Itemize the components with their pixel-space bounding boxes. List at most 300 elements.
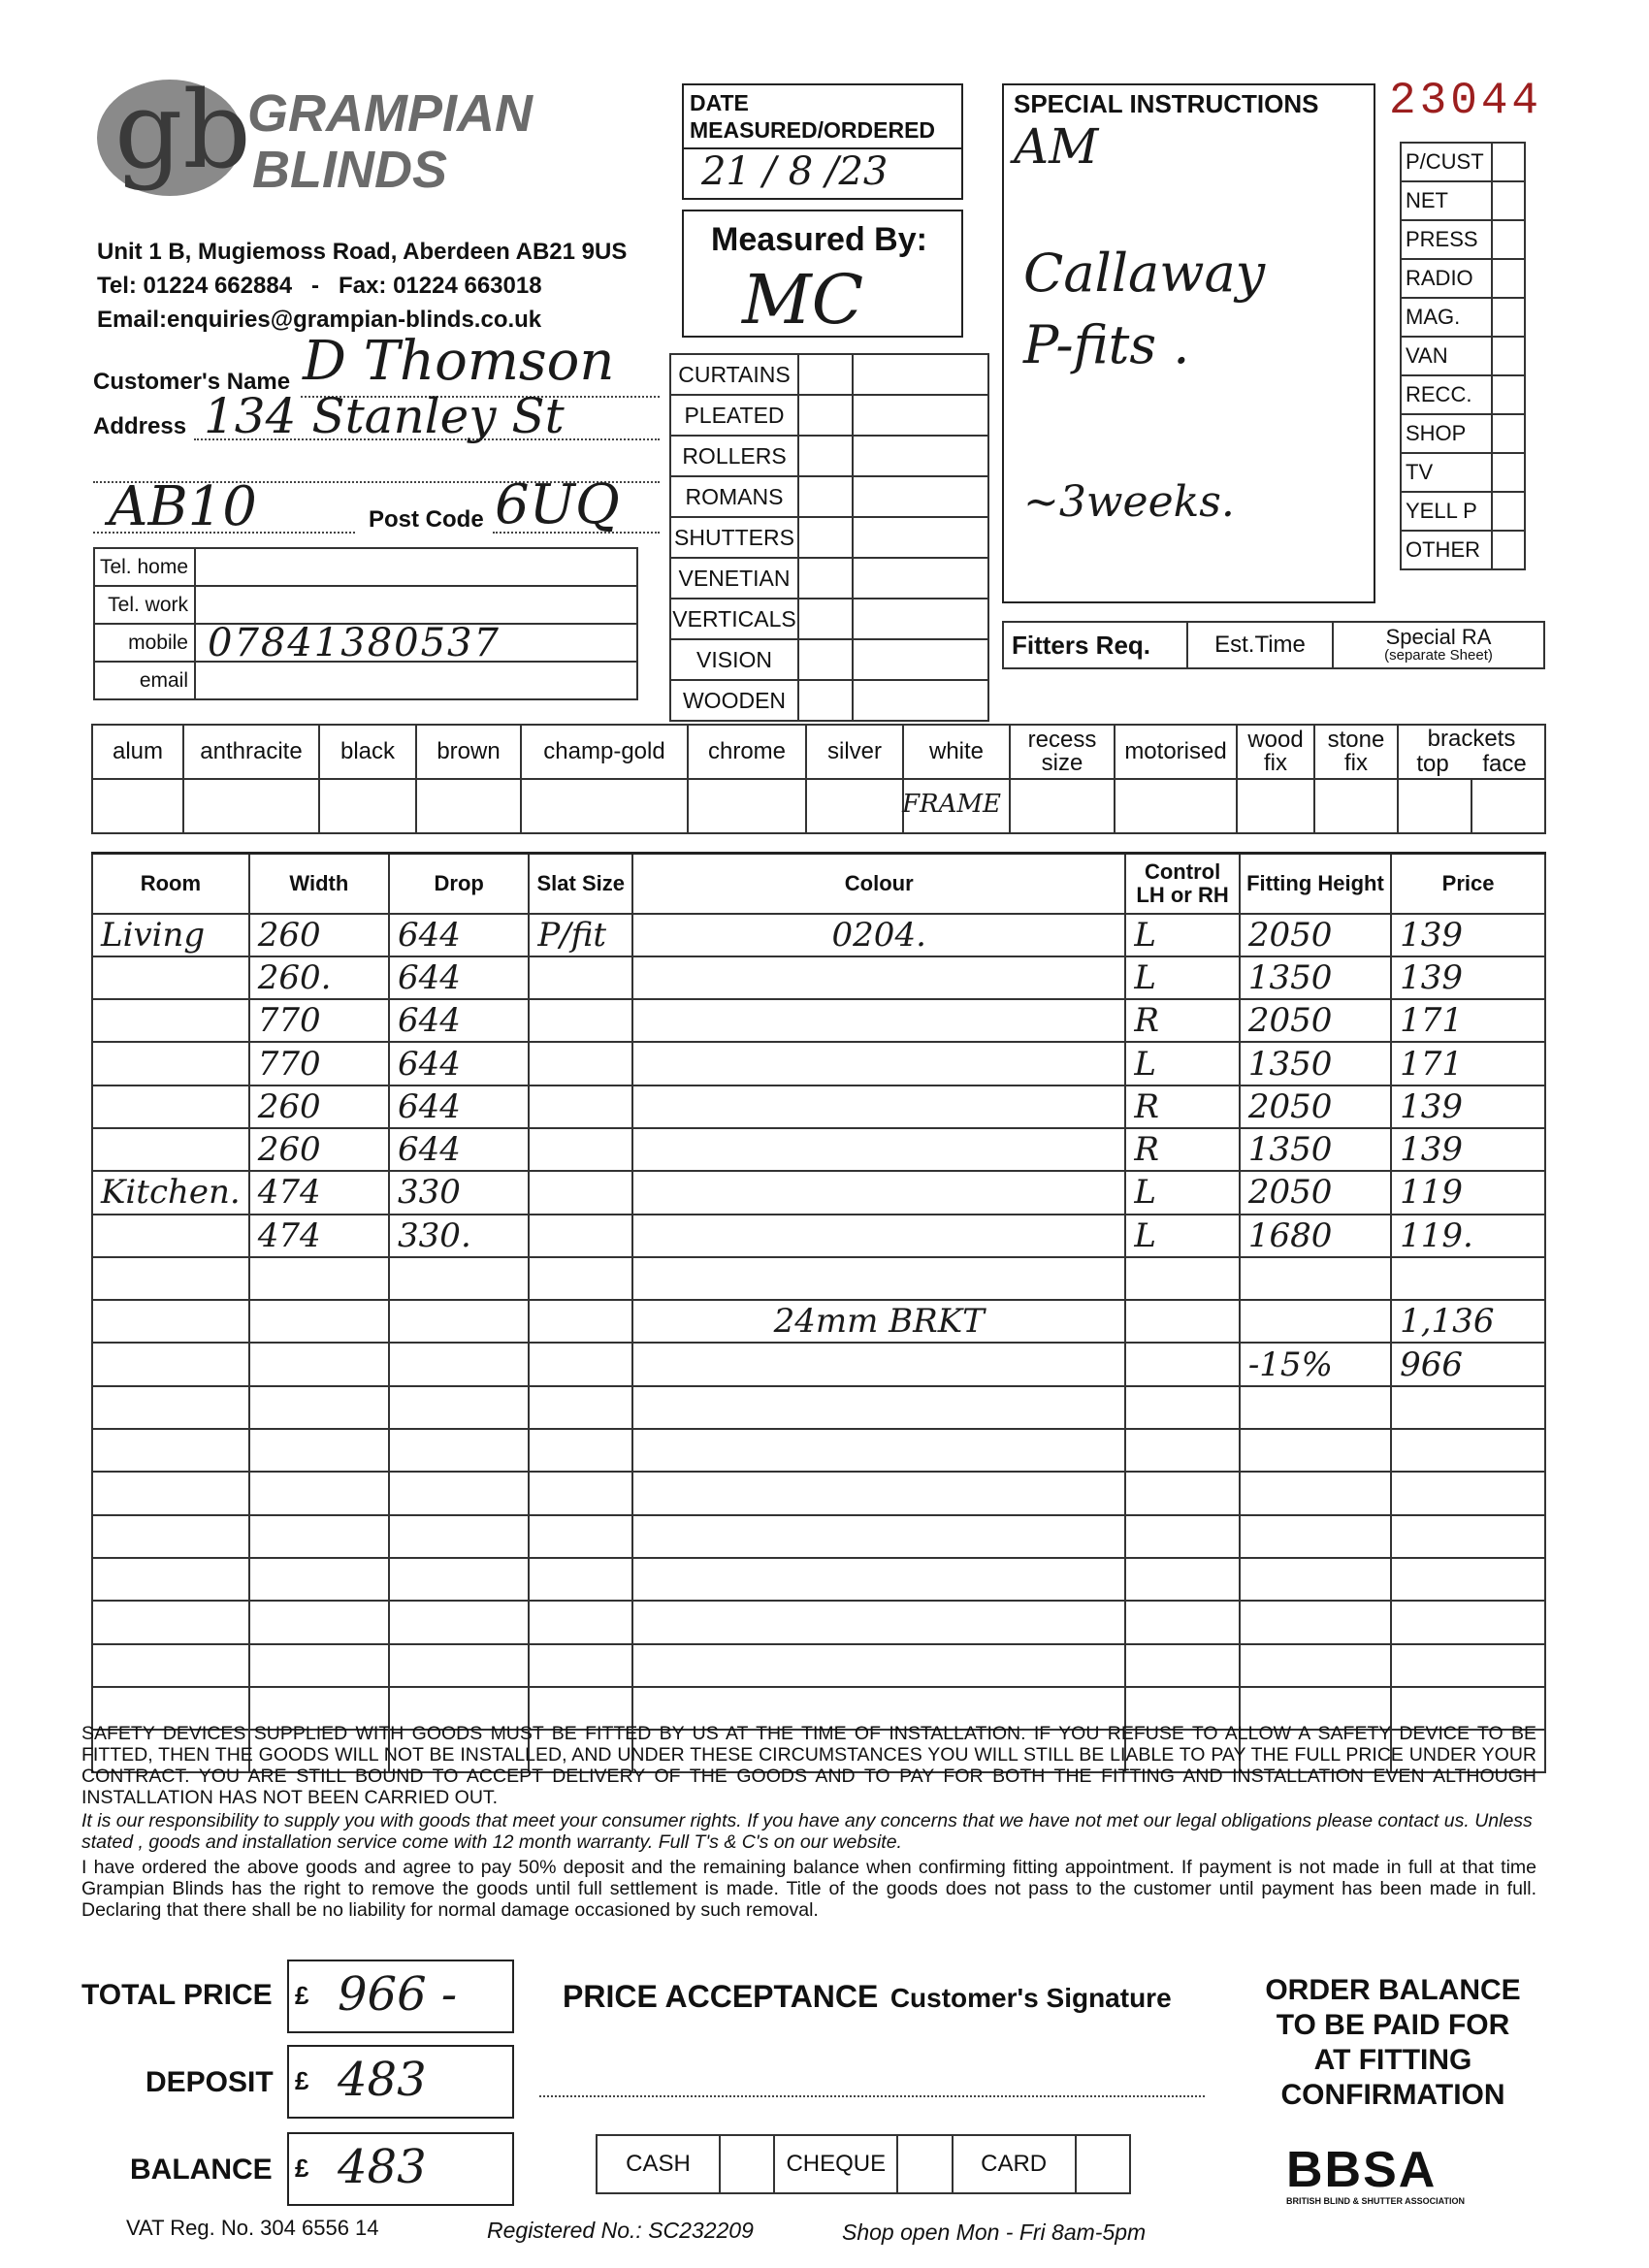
- finish-cell[interactable]: [806, 779, 903, 833]
- source-label: OTHER: [1401, 531, 1492, 569]
- order-cell-colour[interactable]: [632, 1558, 1125, 1601]
- company-telfax: Tel: 01224 662884 - Fax: 01224 663018: [97, 273, 542, 299]
- order-cell-control[interactable]: [1125, 1343, 1239, 1385]
- finish-header: motorised: [1115, 725, 1237, 779]
- finish-cell[interactable]: [319, 779, 416, 833]
- order-cell-slat[interactable]: [529, 956, 632, 999]
- finish-cell[interactable]: [1314, 779, 1398, 833]
- product-type-label: ROMANS: [670, 476, 798, 517]
- order-cell-drop[interactable]: 644: [389, 999, 529, 1042]
- order-cell-fitting[interactable]: [1240, 1386, 1391, 1429]
- order-cell-fitting[interactable]: [1240, 1472, 1391, 1514]
- legal-deposit: I have ordered the above goods and agree to pay 50% deposit and the remaining balance when confirming fitting appointment. If payment is not made in full at that time Grampian Blinds has the right to remove the goods until full settlement is made. Title of the goods does not pass to the customer until payment has been made in full. Declaring that there shall be no liability for normal damage occasioned by such removal.: [81, 1857, 1536, 1921]
- balance-box: [287, 2132, 514, 2206]
- finish-cell[interactable]: [688, 779, 806, 833]
- measured-by-value: MC: [742, 260, 864, 340]
- order-cell-price[interactable]: 119.: [1391, 1215, 1545, 1257]
- order-cell-drop[interactable]: [389, 1515, 529, 1558]
- vat-number: VAT Reg. No. 304 6556 14: [126, 2216, 379, 2240]
- order-cell-drop[interactable]: [389, 1644, 529, 1687]
- order-cell-slat[interactable]: [529, 1386, 632, 1429]
- signature-line[interactable]: [539, 2095, 1205, 2097]
- order-cell-colour[interactable]: [632, 1644, 1125, 1687]
- source-checkbox[interactable]: [1492, 453, 1525, 492]
- order-cell-control[interactable]: R: [1125, 1085, 1239, 1128]
- price-acceptance-sub: Customer's Signature: [889, 1983, 1172, 2013]
- order-cell-fitting[interactable]: [1240, 1257, 1391, 1300]
- order-cell-slat[interactable]: [529, 1085, 632, 1128]
- order-cell-slat[interactable]: [529, 1300, 632, 1343]
- order-cell-drop[interactable]: [389, 1558, 529, 1601]
- source-checkbox[interactable]: [1492, 298, 1525, 337]
- order-row: [92, 1085, 1545, 1128]
- order-cell-price[interactable]: [1391, 1601, 1545, 1643]
- total-value: 966 -: [338, 1967, 458, 2022]
- order-cell-drop[interactable]: 330.: [389, 1215, 529, 1257]
- brackets-label: brackets: [1427, 726, 1516, 752]
- order-cell-price[interactable]: 139: [1391, 1085, 1545, 1128]
- source-checkbox[interactable]: [1492, 375, 1525, 414]
- source-checkbox[interactable]: [1492, 531, 1525, 569]
- product-type-notes[interactable]: [853, 599, 988, 639]
- source-row: [1401, 453, 1525, 492]
- source-checkbox[interactable]: [1492, 492, 1525, 531]
- total-currency: £: [295, 1981, 309, 2010]
- phone-value: [195, 662, 637, 699]
- product-type-row: [670, 599, 988, 639]
- deposit-value: 483: [338, 2053, 427, 2107]
- order-cell-room[interactable]: [92, 1128, 249, 1171]
- order-cell-control[interactable]: [1125, 1644, 1239, 1687]
- order-row: [92, 1386, 1545, 1429]
- order-cell-drop[interactable]: [389, 1472, 529, 1514]
- order-cell-room[interactable]: [92, 1386, 249, 1429]
- date-box: [682, 83, 963, 200]
- order-cell-price[interactable]: 119: [1391, 1171, 1545, 1214]
- product-type-checkbox[interactable]: [798, 639, 853, 680]
- special-ra-sub: (separate Sheet): [1384, 647, 1493, 664]
- product-type-row: [670, 436, 988, 476]
- source-checkbox[interactable]: [1492, 220, 1525, 259]
- order-cell-colour[interactable]: [632, 1085, 1125, 1128]
- order-row: [92, 1343, 1545, 1385]
- order-cell-fitting[interactable]: -15%: [1240, 1343, 1391, 1385]
- phone-label: Tel. home: [94, 548, 195, 586]
- order-cell-fitting[interactable]: 1350: [1240, 956, 1391, 999]
- order-cell-colour[interactable]: [632, 1472, 1125, 1514]
- order-cell-width[interactable]: [249, 1343, 389, 1385]
- shop-hours: Shop open Mon - Fri 8am-5pm: [842, 2219, 1147, 2245]
- order-cell-colour[interactable]: [632, 1257, 1125, 1300]
- address-line2-value: AB10: [109, 475, 257, 538]
- finish-header: anthracite: [183, 725, 319, 779]
- order-cell-room[interactable]: Living: [92, 914, 249, 956]
- price-acceptance-label: PRICE ACCEPTANCE: [563, 1979, 879, 2014]
- order-header-control: Control LH or RH: [1125, 854, 1239, 914]
- finish-header: chrome: [688, 725, 806, 779]
- product-type-checkbox[interactable]: [798, 558, 853, 599]
- product-type-notes[interactable]: [853, 395, 988, 436]
- order-cell-width[interactable]: [249, 1300, 389, 1343]
- product-type-notes[interactable]: [853, 558, 988, 599]
- source-row: [1401, 492, 1525, 531]
- order-cell-room[interactable]: [92, 1429, 249, 1472]
- order-cell-colour[interactable]: [632, 1128, 1125, 1171]
- order-header-width: Width: [249, 854, 389, 914]
- product-type-row: [670, 558, 988, 599]
- product-type-checkbox[interactable]: [798, 395, 853, 436]
- order-cell-control[interactable]: [1125, 1515, 1239, 1558]
- order-cell-room[interactable]: [92, 1257, 249, 1300]
- product-type-label: CURTAINS: [670, 354, 798, 395]
- postcode-value: 6UQ: [495, 473, 620, 536]
- order-cell-slat[interactable]: [529, 1042, 632, 1085]
- date-value: 21 / 8 /23: [701, 149, 889, 194]
- balance-value: 483: [338, 2140, 427, 2194]
- finish-cell[interactable]: [416, 779, 521, 833]
- order-cell-colour[interactable]: [632, 956, 1125, 999]
- payment-cheque-label: CHEQUE: [774, 2135, 897, 2193]
- product-type-label: VERTICALS: [670, 599, 798, 639]
- source-label: PRESS: [1401, 220, 1492, 259]
- order-cell-fitting[interactable]: [1240, 1515, 1391, 1558]
- order-cell-fitting[interactable]: 1350: [1240, 1128, 1391, 1171]
- order-cell-slat[interactable]: [529, 1429, 632, 1472]
- order-cell-room[interactable]: [92, 1472, 249, 1514]
- balance-currency: £: [295, 2154, 309, 2183]
- order-cell-slat[interactable]: [529, 1644, 632, 1687]
- order-cell-room[interactable]: [92, 1644, 249, 1687]
- order-cell-slat[interactable]: [529, 1515, 632, 1558]
- source-checkbox[interactable]: [1492, 337, 1525, 375]
- deposit-currency: £: [295, 2066, 309, 2095]
- order-cell-control[interactable]: [1125, 1601, 1239, 1643]
- order-cell-slat[interactable]: [529, 1343, 632, 1385]
- order-cell-width[interactable]: 474: [249, 1215, 389, 1257]
- order-balance-line-4: CONFIRMATION: [1280, 2079, 1505, 2111]
- order-table: [91, 852, 1546, 1773]
- order-cell-colour[interactable]: [632, 1386, 1125, 1429]
- phone-row: [94, 662, 637, 699]
- order-cell-width[interactable]: 474: [249, 1171, 389, 1214]
- order-cell-price[interactable]: [1391, 1257, 1545, 1300]
- order-cell-room[interactable]: [92, 1558, 249, 1601]
- company-logo: [97, 68, 533, 206]
- order-cell-drop[interactable]: 644: [389, 956, 529, 999]
- total-label: TOTAL PRICE: [81, 1979, 273, 2011]
- product-type-checkbox[interactable]: [798, 517, 853, 558]
- order-cell-slat[interactable]: [529, 1558, 632, 1601]
- source-row: [1401, 298, 1525, 337]
- order-cell-width[interactable]: 770: [249, 999, 389, 1042]
- order-cell-fitting[interactable]: 2050: [1240, 914, 1391, 956]
- order-cell-price[interactable]: 139: [1391, 956, 1545, 999]
- order-row: [92, 1257, 1545, 1300]
- measured-by-label: Measured By:: [711, 221, 927, 258]
- order-cell-drop[interactable]: 644: [389, 1128, 529, 1171]
- payment-cash-box[interactable]: [720, 2135, 774, 2193]
- source-checkbox[interactable]: [1492, 259, 1525, 298]
- order-row: [92, 1558, 1545, 1601]
- order-cell-control[interactable]: [1125, 1472, 1239, 1514]
- order-cell-room[interactable]: [92, 999, 249, 1042]
- order-cell-colour[interactable]: 24mm BRKT: [632, 1300, 1125, 1343]
- order-cell-room[interactable]: [92, 1085, 249, 1128]
- finish-cell[interactable]: [92, 779, 183, 833]
- order-cell-width[interactable]: 260.: [249, 956, 389, 999]
- order-cell-slat[interactable]: [529, 1128, 632, 1171]
- product-type-checkbox[interactable]: [798, 436, 853, 476]
- order-balance-line-2: TO BE PAID FOR: [1276, 2009, 1510, 2041]
- order-cell-price[interactable]: [1391, 1429, 1545, 1472]
- phone-row: [94, 624, 637, 662]
- order-cell-price[interactable]: 966: [1391, 1343, 1545, 1385]
- order-cell-fitting[interactable]: 1350: [1240, 1042, 1391, 1085]
- order-cell-slat[interactable]: [529, 999, 632, 1042]
- order-cell-width[interactable]: 260: [249, 1085, 389, 1128]
- finish-cell[interactable]: [521, 779, 688, 833]
- order-cell-fitting[interactable]: [1240, 1644, 1391, 1687]
- order-cell-fitting[interactable]: 2050: [1240, 1085, 1391, 1128]
- order-cell-drop[interactable]: 644: [389, 1042, 529, 1085]
- order-cell-control[interactable]: [1125, 1558, 1239, 1601]
- special-instructions-label: SPECIAL INSTRUCTIONS: [1014, 89, 1319, 118]
- order-cell-price[interactable]: [1391, 1515, 1545, 1558]
- order-cell-control[interactable]: R: [1125, 999, 1239, 1042]
- order-cell-price[interactable]: 171: [1391, 1042, 1545, 1085]
- order-balance-notice: [1238, 1973, 1548, 2113]
- order-row: [92, 999, 1545, 1042]
- order-cell-colour[interactable]: [632, 999, 1125, 1042]
- order-cell-fitting[interactable]: 1680: [1240, 1215, 1391, 1257]
- order-cell-colour[interactable]: 0204.: [632, 914, 1125, 956]
- order-cell-price[interactable]: 171: [1391, 999, 1545, 1042]
- source-checkbox[interactable]: [1492, 181, 1525, 220]
- order-cell-room[interactable]: [92, 1042, 249, 1085]
- order-cell-control[interactable]: L: [1125, 1171, 1239, 1214]
- order-cell-room[interactable]: [92, 1300, 249, 1343]
- address-line-3: [93, 532, 355, 534]
- order-cell-fitting[interactable]: [1240, 1601, 1391, 1643]
- special-line-2: Callaway: [1023, 243, 1266, 304]
- order-cell-price[interactable]: 1,136: [1391, 1300, 1545, 1343]
- order-cell-drop[interactable]: [389, 1257, 529, 1300]
- order-cell-width[interactable]: 260: [249, 914, 389, 956]
- order-cell-control[interactable]: [1125, 1257, 1239, 1300]
- product-type-notes[interactable]: [853, 639, 988, 680]
- order-cell-width[interactable]: [249, 1644, 389, 1687]
- special-ra-label: Special RA: [1385, 625, 1492, 649]
- order-cell-colour[interactable]: [632, 1215, 1125, 1257]
- order-cell-fitting[interactable]: [1240, 1558, 1391, 1601]
- order-balance-line-3: AT FITTING: [1313, 2044, 1472, 2076]
- finish-note: FRAME: [902, 790, 1001, 819]
- logo-letters: gb: [114, 68, 251, 192]
- phone-value: [195, 548, 637, 586]
- order-cell-width[interactable]: [249, 1558, 389, 1601]
- order-cell-control[interactable]: R: [1125, 1128, 1239, 1171]
- product-type-row: [670, 680, 988, 721]
- order-cell-price[interactable]: [1391, 1558, 1545, 1601]
- product-type-notes[interactable]: [853, 354, 988, 395]
- order-cell-colour[interactable]: [632, 1042, 1125, 1085]
- order-cell-room[interactable]: [92, 1215, 249, 1257]
- finish-cell[interactable]: [1237, 779, 1314, 833]
- source-checkbox[interactable]: [1492, 143, 1525, 181]
- order-cell-price[interactable]: 139: [1391, 914, 1545, 956]
- finish-header: alum: [92, 725, 183, 779]
- source-label: NET: [1401, 181, 1492, 220]
- order-cell-colour[interactable]: [632, 1429, 1125, 1472]
- order-cell-colour[interactable]: [632, 1515, 1125, 1558]
- product-type-label: PLEATED: [670, 395, 798, 436]
- source-checkbox[interactable]: [1492, 414, 1525, 453]
- product-type-notes[interactable]: [853, 680, 988, 721]
- fitters-row: [1002, 621, 1545, 669]
- order-cell-price[interactable]: [1391, 1472, 1545, 1514]
- finish-cell[interactable]: [183, 779, 319, 833]
- order-cell-control[interactable]: [1125, 1386, 1239, 1429]
- product-type-notes[interactable]: [853, 517, 988, 558]
- order-cell-width[interactable]: [249, 1472, 389, 1514]
- order-cell-room[interactable]: [92, 1515, 249, 1558]
- address-value: 134 Stanley St: [204, 388, 565, 444]
- order-cell-price[interactable]: [1391, 1386, 1545, 1429]
- customer-name-value: D Thomson: [303, 330, 615, 393]
- order-row: [92, 914, 1545, 956]
- source-label: RADIO: [1401, 259, 1492, 298]
- order-cell-control[interactable]: L: [1125, 956, 1239, 999]
- order-cell-drop[interactable]: [389, 1429, 529, 1472]
- order-cell-fitting[interactable]: 2050: [1240, 999, 1391, 1042]
- order-cell-drop[interactable]: [389, 1601, 529, 1643]
- order-row: [92, 1300, 1545, 1343]
- brackets-top: top: [1416, 751, 1449, 777]
- order-cell-drop[interactable]: [389, 1386, 529, 1429]
- order-cell-slat[interactable]: [529, 1215, 632, 1257]
- order-cell-drop[interactable]: [389, 1343, 529, 1385]
- order-cell-width[interactable]: [249, 1386, 389, 1429]
- customer-name-label: Customer's Name: [93, 369, 291, 395]
- brackets-header: [1398, 725, 1545, 779]
- order-header-slat: Slat Size: [529, 854, 632, 914]
- order-cell-width[interactable]: [249, 1515, 389, 1558]
- order-cell-room[interactable]: [92, 956, 249, 999]
- source-label: RECC.: [1401, 375, 1492, 414]
- order-header-room: Room: [92, 854, 249, 914]
- order-row: [92, 1171, 1545, 1214]
- source-label: MAG.: [1401, 298, 1492, 337]
- order-cell-slat[interactable]: [529, 1257, 632, 1300]
- order-cell-colour[interactable]: [632, 1343, 1125, 1385]
- product-type-checkbox[interactable]: [798, 599, 853, 639]
- order-cell-width[interactable]: [249, 1601, 389, 1643]
- special-line-3: P-fits .: [1023, 314, 1190, 375]
- order-balance-line-1: ORDER BALANCE: [1265, 1974, 1521, 2006]
- payment-cash-label: CASH: [597, 2135, 720, 2193]
- order-cell-slat[interactable]: P/fit: [529, 914, 632, 956]
- product-type-notes[interactable]: [853, 476, 988, 517]
- source-row: [1401, 414, 1525, 453]
- order-row: [92, 956, 1545, 999]
- payment-cheque-box[interactable]: [897, 2135, 952, 2193]
- company-email: Email:enquiries@grampian-blinds.co.uk: [97, 307, 542, 333]
- product-type-label: SHUTTERS: [670, 517, 798, 558]
- order-row: [92, 1215, 1545, 1257]
- brackets-sub: [1400, 752, 1543, 777]
- order-cell-colour[interactable]: [632, 1171, 1125, 1214]
- order-cell-control[interactable]: [1125, 1300, 1239, 1343]
- product-type-checkbox[interactable]: [798, 476, 853, 517]
- order-cell-price[interactable]: [1391, 1644, 1545, 1687]
- brackets-face-cell[interactable]: [1471, 779, 1545, 833]
- order-cell-slat[interactable]: [529, 1472, 632, 1514]
- brackets-top-cell[interactable]: [1398, 779, 1471, 833]
- order-cell-room[interactable]: [92, 1343, 249, 1385]
- source-label: SHOP: [1401, 414, 1492, 453]
- order-cell-room[interactable]: [92, 1601, 249, 1643]
- order-header-price: Price: [1391, 854, 1545, 914]
- phone-value: 07841380537: [195, 624, 637, 662]
- product-type-checkbox[interactable]: [798, 680, 853, 721]
- order-cell-fitting[interactable]: 2050: [1240, 1171, 1391, 1214]
- bbsa-wordmark: BBSA: [1286, 2142, 1438, 2198]
- order-cell-room[interactable]: Kitchen.: [92, 1171, 249, 1214]
- order-cell-drop[interactable]: 330: [389, 1171, 529, 1214]
- order-cell-price[interactable]: 139: [1391, 1128, 1545, 1171]
- order-cell-control[interactable]: L: [1125, 1215, 1239, 1257]
- order-cell-slat[interactable]: [529, 1601, 632, 1643]
- bbsa-subtitle: BRITISH BLIND & SHUTTER ASSOCIATION: [1286, 2196, 1465, 2206]
- order-cell-control[interactable]: L: [1125, 914, 1239, 956]
- phone-value: [195, 586, 637, 624]
- finish-header: wood fix: [1237, 725, 1314, 779]
- legal-safety: SAFETY DEVICES SUPPLIED WITH GOODS MUST BE FITTED BY US AT THE TIME OF INSTALLATION. IF YOU REFUSE TO ALLOW A SAFETY DEVICE TO BE FITTED, THEN THE GOODS WILL NOT BE INSTALLED, AND UNDER THESE CIRCUMSTANCES YOU WILL STILL BE LIABLE TO PAY THE FULL PRICE UNDER YOUR CONTRACT. YOU ARE STILL BOUND TO ACCEPT DELIVERY OF THE GOODS AND TO PAY FOR BOTH THE FITTING AND INSTALLATION EVEN ALTHOUGH INSTALLATION HAS NOT BEEN CARRIED OUT.: [81, 1723, 1536, 1808]
- company-name-line2: BLINDS: [252, 141, 447, 199]
- finish-header: recess size: [1010, 725, 1115, 779]
- order-cell-control[interactable]: [1125, 1429, 1239, 1472]
- product-type-row: [670, 395, 988, 436]
- order-cell-width[interactable]: 770: [249, 1042, 389, 1085]
- finish-cell[interactable]: [1115, 779, 1237, 833]
- finish-header: champ-gold: [521, 725, 688, 779]
- phone-label: email: [94, 662, 195, 699]
- order-cell-fitting[interactable]: [1240, 1300, 1391, 1343]
- order-cell-colour[interactable]: [632, 1601, 1125, 1643]
- finish-header: brown: [416, 725, 521, 779]
- order-row: [92, 1515, 1545, 1558]
- order-cell-drop[interactable]: 644: [389, 1085, 529, 1128]
- product-type-checkbox[interactable]: [798, 354, 853, 395]
- order-cell-width[interactable]: [249, 1257, 389, 1300]
- order-cell-drop[interactable]: 644: [389, 914, 529, 956]
- product-type-row: [670, 476, 988, 517]
- finish-table: [91, 724, 1546, 834]
- order-cell-slat[interactable]: [529, 1171, 632, 1214]
- order-cell-control[interactable]: L: [1125, 1042, 1239, 1085]
- phone-row: [94, 548, 637, 586]
- finish-cell[interactable]: [1010, 779, 1115, 833]
- payment-methods: [596, 2134, 1131, 2194]
- product-type-notes[interactable]: [853, 436, 988, 476]
- order-cell-width[interactable]: [249, 1429, 389, 1472]
- order-cell-drop[interactable]: [389, 1300, 529, 1343]
- serial-number: 23044: [1389, 76, 1543, 126]
- order-cell-fitting[interactable]: [1240, 1429, 1391, 1472]
- product-type-label: ROLLERS: [670, 436, 798, 476]
- order-cell-width[interactable]: 260: [249, 1128, 389, 1171]
- payment-card-box[interactable]: [1076, 2135, 1130, 2193]
